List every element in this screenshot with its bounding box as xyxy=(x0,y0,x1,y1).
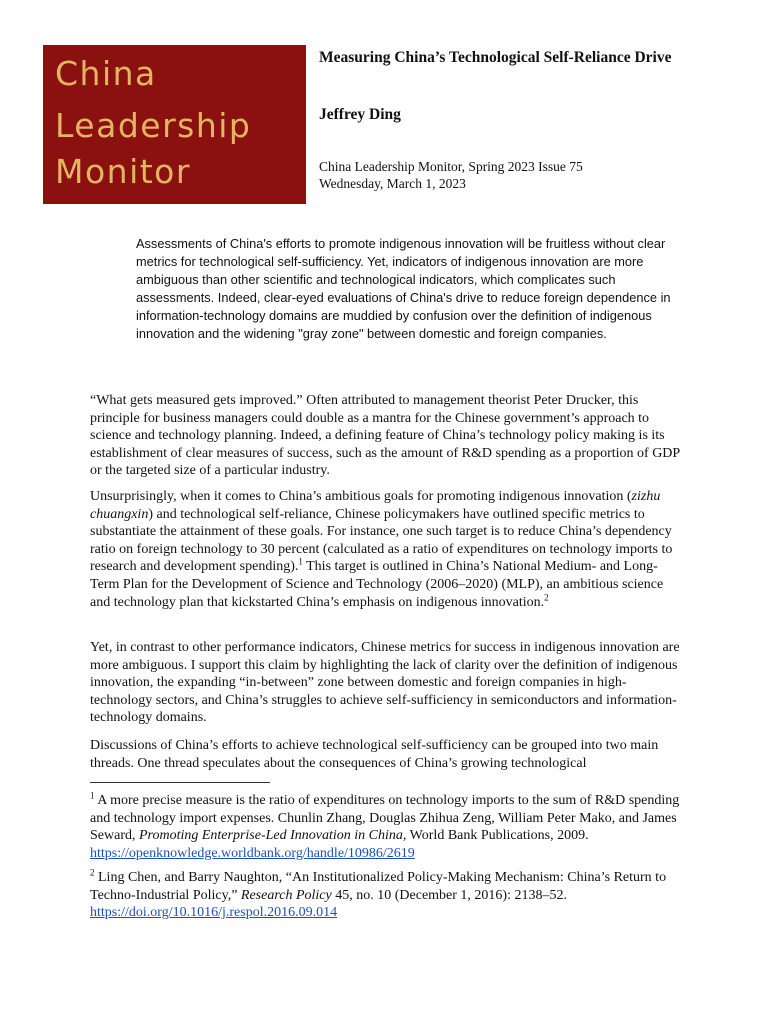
footnote-1-number: 1 xyxy=(90,790,95,801)
p2-text-c: This target is outlined in China’s National Medium- and Long-Term Plan for the Development of Science and Technology (2006–2020) (MLP), an ambitious science and technology plan that kickstarted China’s emphasis on indigenous innovation. xyxy=(90,559,664,610)
article-title: Measuring China’s Technological Self-Reliance Drive xyxy=(319,49,672,66)
publication-info xyxy=(319,158,583,192)
footnote-1-link[interactable]: https://openknowledge.worldbank.org/handle/10986/2619 xyxy=(90,845,415,861)
publication-issue: China Leadership Monitor, Spring 2023 Issue 75 xyxy=(319,159,583,174)
article-author: Jeffrey Ding xyxy=(319,106,401,123)
footnote-2-text-b: 45, no. 10 (December 1, 2016): 2138–52. xyxy=(331,887,567,903)
footnote-1-text-a: A more precise measure is the ratio of expenditures on technology imports to the sum of R&D spending and technology import expenses. Chunlin Zhang, Douglas Zhihua Zeng, William Peter Mako, and James Seward, xyxy=(90,793,680,844)
footnote-divider xyxy=(90,782,270,783)
p2-text-a: Unsurprisingly, when it comes to China’s ambitious goals for promoting indigenous innovation ( xyxy=(90,489,632,504)
logo-line-china: China xyxy=(55,54,157,93)
footnote-1-book-title: Promoting Enterprise-Led Innovation in China xyxy=(139,828,403,844)
footnote-2 xyxy=(90,869,680,922)
abstract: Assessments of China's efforts to promote indigenous innovation will be fruitless without clear metrics for technological self-sufficiency. Yet, indicators of indigenous innovation are more ambiguous than other scientific and technological indicators, which complicates such assessments. Indeed, clear-eyed evaluations of China's drive to reduce foreign dependence in information-technology domains are muddied by confusion over the definition of indigenous innovation and the widening "gray zone" between domestic and foreign companies. xyxy=(136,236,671,341)
body-paragraph-4: Discussions of China’s efforts to achieve technological self-sufficiency can be grouped into two main threads. One thread speculates about the consequences of China’s growing technological xyxy=(90,738,659,771)
china-leadership-monitor-logo xyxy=(43,45,306,204)
footnote-1 xyxy=(90,792,680,862)
footnote-2-text-a: Ling Chen, and Barry Naughton, “An Institutionalized Policy-Making Mechanism: China’s Return to Techno-Industrial Policy,” xyxy=(90,870,667,903)
body-paragraph-1: “What gets measured gets improved.” Often attributed to management theorist Peter Drucker, this principle for business managers could double as a mantra for the Chinese government’s approach to science and technology planning. Indeed, a defining feature of China’s technology policy making is its establishment of clear measures of success, such as the amount of R&D spending as a proportion of GDP or the targeted size of a particular industry. xyxy=(90,393,680,479)
publication-date: Wednesday, March 1, 2023 xyxy=(319,176,466,191)
p2-text-b: ) and technological self-reliance, Chinese policymakers have outlined specific metrics to substantiate the attainment of these goals. For instance, one such target is to reduce China’s dependency ratio on foreign technology to 30 percent (calculated as a ratio of expenditures on technology imports to research and development spending). xyxy=(90,506,673,575)
footnote-1-text-b: , World Bank Publications, 2009. xyxy=(402,828,589,844)
body-paragraph-2 xyxy=(90,488,680,611)
footnote-2-number: 2 xyxy=(90,867,95,878)
logo-line-leadership: Leadership xyxy=(55,106,252,145)
body-paragraph-3: Yet, in contrast to other performance indicators, Chinese metrics for success in indigenous innovation are more ambiguous. I support this claim by highlighting the lack of clarity over the definition of indigenous innovation, the expanding “in-between” zone between domestic and foreign companies in high-technology sectors, and China’s struggles to achieve self-sufficiency in semiconductors and information-technology domains. xyxy=(90,640,680,726)
p2-italic-term: zizhu chuangxin xyxy=(90,489,661,522)
footnote-2-link[interactable]: https://doi.org/10.1016/j.respol.2016.09.014 xyxy=(90,905,338,921)
footnote-ref-1[interactable]: 1 xyxy=(298,556,303,567)
footnote-ref-2[interactable]: 2 xyxy=(544,591,549,602)
footnote-2-journal: Research Policy xyxy=(240,887,332,903)
logo-line-monitor: Monitor xyxy=(55,152,191,191)
